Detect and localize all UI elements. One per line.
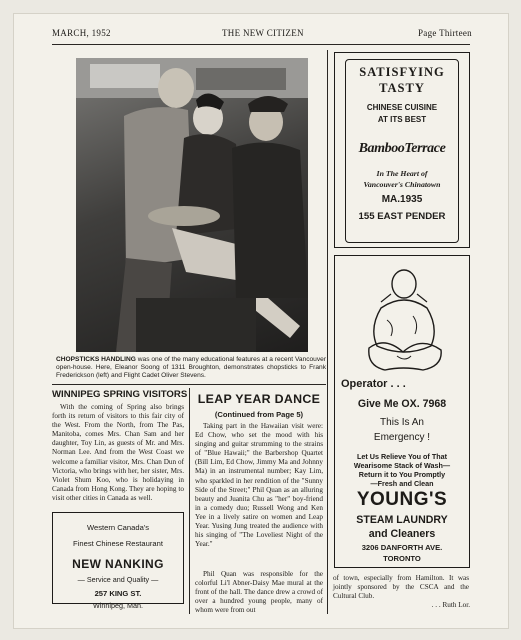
photo-chopsticks <box>76 58 308 352</box>
nanking-line1: Western Canada's <box>86 523 150 532</box>
bamboo-heart1: In The Heart of <box>376 169 428 178</box>
youngs-emergency: Emergency ! <box>373 432 431 443</box>
caption-text: was one of the many educational features at a recent Vancouver open-house. Here, Eleanor Soong of 1311 Broughton, demonstrates chopsticks to Frank Frederickson (left) and Flight Cadet Oliver Stevens. <box>56 356 327 380</box>
bamboo-line1: SATISFYING <box>359 65 445 79</box>
nanking-ad <box>52 512 184 610</box>
laundry-pile-illustration <box>361 262 447 374</box>
bamboo-name: BambooTerrace <box>358 141 446 156</box>
leap-year-para1: Taking part in the Hawaiian visit were: Ed Chow, who set the mood with his singing and guitar strumming to the strains of "Blue Hawaii;" the Barbershop Quartet (Bill Lim, Ed Chow, Jimmy Ma and Johnny Ma) in an instrumental number; Kay Lim, who sparkled in her rendition of the "Sunny Side of the Street;" Phil Quan as an alluring beauty and Juanita Chu as "her" boy-friend in a comedy duo; Russell Wong and Ken Yee in a lively satire on women and Leap Year. Yusing Jung treated the audience with his singing of "The Loveliest Night of the Year." <box>195 422 323 549</box>
nanking-address: 257 KING ST. <box>94 589 142 598</box>
youngs-service: STEAM LAUNDRY <box>356 514 448 526</box>
youngs-relieve-4: —Fresh and Clean <box>370 479 434 488</box>
nanking-name: NEW NANKING <box>72 557 164 571</box>
youngs-relieve-3: Return it to You Promptly <box>358 470 446 479</box>
bamboo-address: 155 EAST PENDER <box>358 211 446 222</box>
leap-year-cont-right: of town, especially from Hamilton. It was jointly sponsored by the CSCA and the Cultural Club. <box>333 574 469 601</box>
bamboo-terrace-ad <box>334 52 470 248</box>
bamboo-phone: MA.1935 <box>381 194 423 205</box>
issue-date: MARCH, 1952 <box>52 28 111 38</box>
bamboo-line2: TASTY <box>379 81 425 95</box>
photo-caption <box>56 356 326 381</box>
youngs-this-is: This Is An <box>380 417 424 428</box>
youngs-relieve-2: Wearisome Stack of Wash— <box>353 461 451 470</box>
youngs-phone: Give Me OX. 7968 <box>357 398 447 410</box>
youngs-operator: Operator . . . <box>341 378 406 390</box>
youngs-laundry-ad <box>334 255 470 568</box>
youngs-relieve <box>337 452 467 488</box>
leap-year-byline: . . . Ruth Lor. <box>431 601 470 609</box>
youngs-name: YOUNG'S <box>356 489 448 510</box>
header-rule <box>52 44 470 45</box>
photo-illustration <box>76 58 308 352</box>
bamboo-line3: CHINESE CUISINE <box>366 103 438 112</box>
nanking-tagline: — Service and Quality — <box>77 575 159 584</box>
caption-lead: CHOPSTICKS HANDLING <box>56 356 136 363</box>
publication-title: THE NEW CITIZEN <box>222 28 304 38</box>
column-rule-left <box>189 388 190 614</box>
youngs-relieve-1: Let Us Relieve You of That <box>357 452 447 461</box>
youngs-and-cleaners: and Cleaners <box>368 528 436 540</box>
column-rule-right <box>327 50 328 614</box>
bamboo-heart2: Vancouver's Chinatown <box>363 180 441 189</box>
visitors-body: With the coming of Spring also brings forth its return of visitors to this fair city of the West. From the North, from The Pas, Manitoba, comes Mrs. Chan Sam and her daughter, Toy Lin, as guests of Mr. and Mrs. Norman Lee. And from the West Coast we welcome a familiar visitor, Mrs. Chan Dun of Victoria, who brings with her, her sister, Mrs. Violet Shum Koo, who is holidaying in Canada from Hong Kong. They are hoping to visit other cities in Canada as well. <box>52 403 184 502</box>
caption-rule <box>52 384 326 385</box>
page-number: Page Thirteen <box>418 28 472 38</box>
leap-year-para2: Phil Quan was responsible for the colorful Li'l Abner-Daisy Mae mural at the front of the hall. The dance drew a crowd of over a hundred young people, many of whom were from out <box>195 570 323 615</box>
nanking-line2: Finest Chinese Restaurant <box>73 539 163 548</box>
leap-year-headline: LEAP YEAR DANCE <box>197 392 321 406</box>
visitors-headline: WINNIPEG SPRING VISITORS <box>52 389 188 400</box>
youngs-city: TORONTO <box>383 554 421 563</box>
bamboo-line4: AT ITS BEST <box>377 115 427 124</box>
youngs-address: 3206 DANFORTH AVE. <box>361 543 443 552</box>
nanking-city: Winnipeg, Man. <box>93 601 143 610</box>
leap-year-continued: (Continued from Page 5) <box>214 410 304 419</box>
